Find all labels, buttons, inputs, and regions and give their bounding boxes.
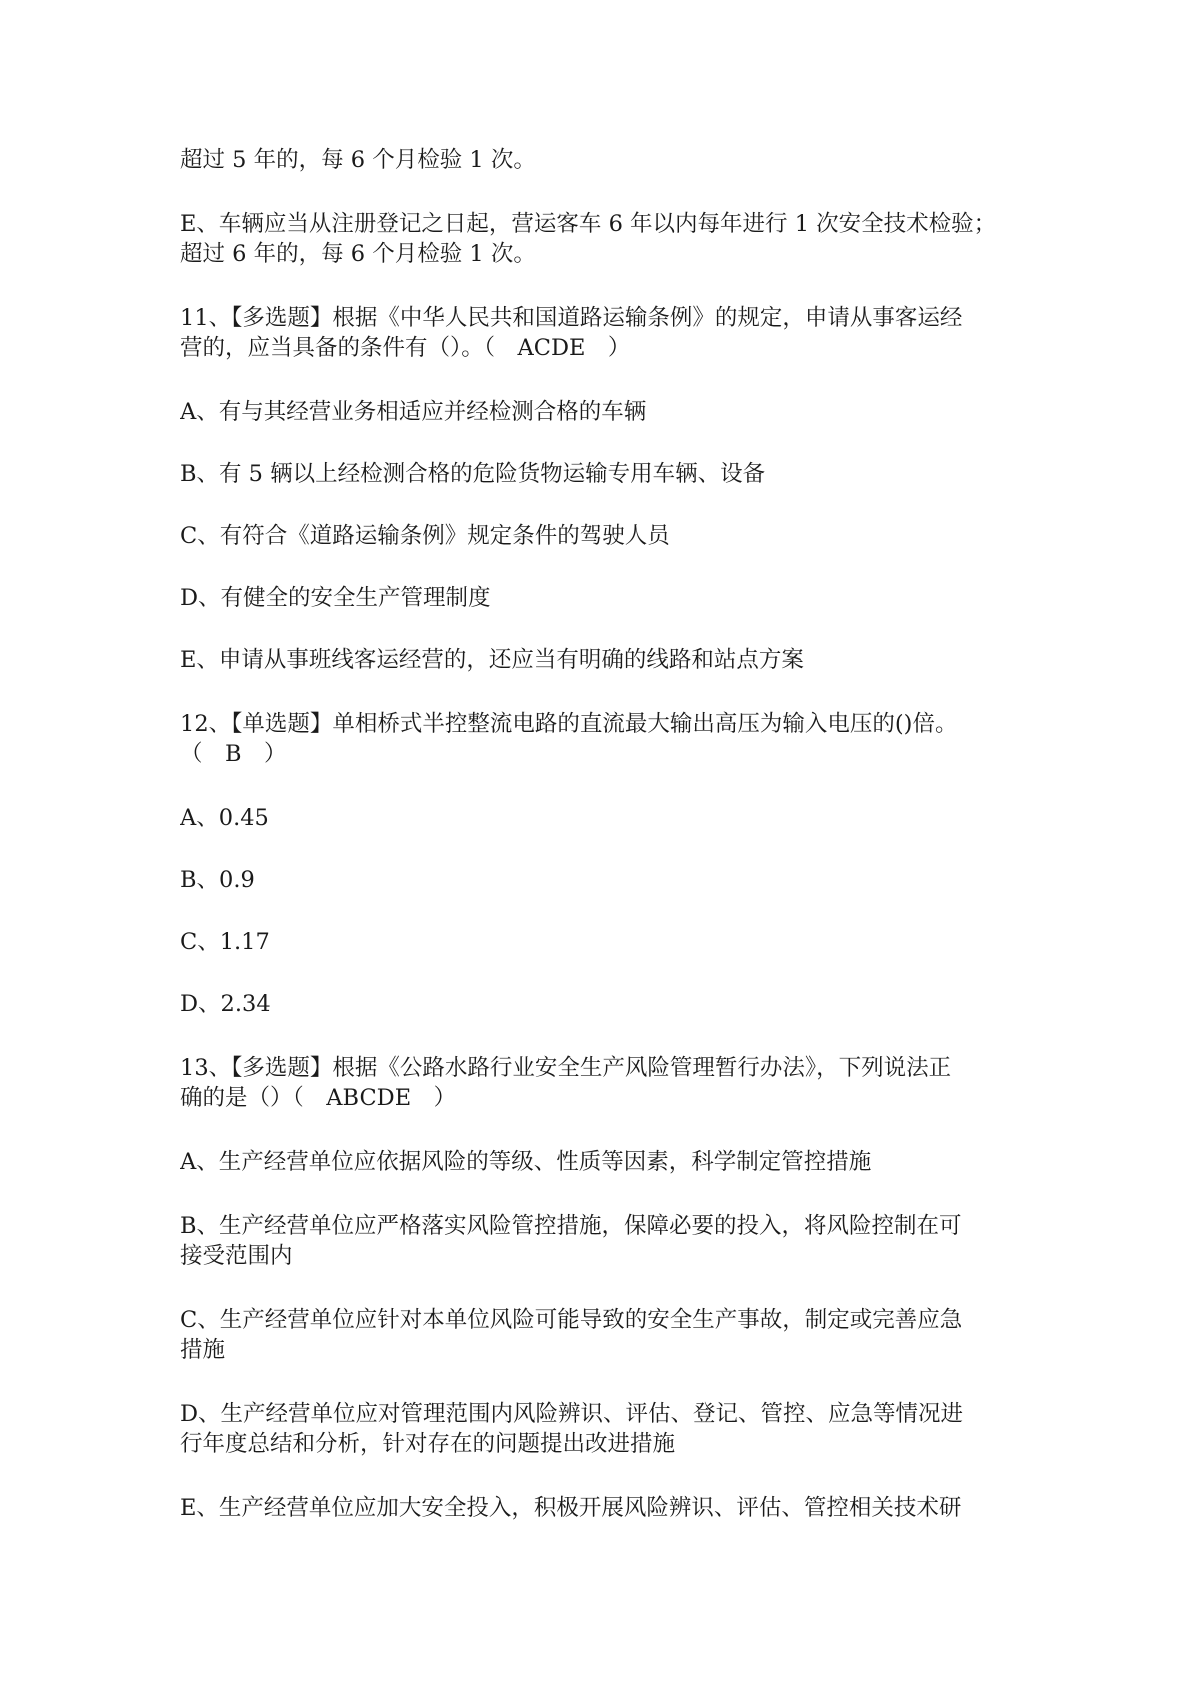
option-c: C、有符合《道路运输条例》规定条件的驾驶人员 [180,523,670,549]
text-line: 超过 5 年的，每 6 个月检验 1 次。 [180,147,536,173]
question-13-line-1: 13、【多选题】根据《公路水路行业安全生产风险管理暂行办法》，下列说法正 [180,1055,952,1081]
option-d: D、2.34 [180,991,271,1017]
option-c-line-1: C、生产经营单位应针对本单位风险可能导致的安全生产事故，制定或完善应急 [180,1307,963,1333]
question-11-line-1: 11、【多选题】根据《中华人民共和国道路运输条例》的规定，申请从事客运经 [180,305,963,331]
text-line: E、车辆应当从注册登记之日起，营运客车 6 年以内每年进行 1 次安全技术检验； [180,211,997,237]
question-13-line-2: 确的是（）（ ABCDE ） [180,1085,457,1111]
option-b-line-2: 接受范围内 [180,1243,293,1269]
option-e-line-1: E、生产经营单位应加大安全投入，积极开展风险辨识、评估、管控相关技术研 [180,1495,962,1521]
text-line: 超过 6 年的，每 6 个月检验 1 次。 [180,241,536,267]
option-d-line-2: 行年度总结和分析，针对存在的问题提出改进措施 [180,1431,676,1457]
option-c-line-2: 措施 [180,1337,226,1363]
question-11-line-2: 营的，应当具备的条件有（）。（ ACDE ） [180,335,631,361]
question-12-line-2: （ B ） [180,741,287,767]
option-d-line-1: D、生产经营单位应对管理范围内风险辨识、评估、登记、管控、应急等情况进 [180,1401,964,1427]
question-12-line-1: 12、【单选题】单相桥式半控整流电路的直流最大输出高压为输入电压的()倍。 [180,711,958,737]
option-e: E、申请从事班线客运经营的，还应当有明确的线路和站点方案 [180,647,804,673]
option-a: A、0.45 [180,805,269,831]
option-c: C、1.17 [180,929,270,955]
option-b: B、0.9 [180,867,255,893]
option-a: A、生产经营单位应依据风险的等级、性质等因素，科学制定管控措施 [180,1149,872,1175]
option-b: B、有 5 辆以上经检测合格的危险货物运输专用车辆、设备 [180,461,766,487]
option-a: A、有与其经营业务相适应并经检测合格的车辆 [180,399,647,425]
option-b-line-1: B、生产经营单位应严格落实风险管控措施，保障必要的投入，将风险控制在可 [180,1213,962,1239]
option-d: D、有健全的安全生产管理制度 [180,585,491,611]
